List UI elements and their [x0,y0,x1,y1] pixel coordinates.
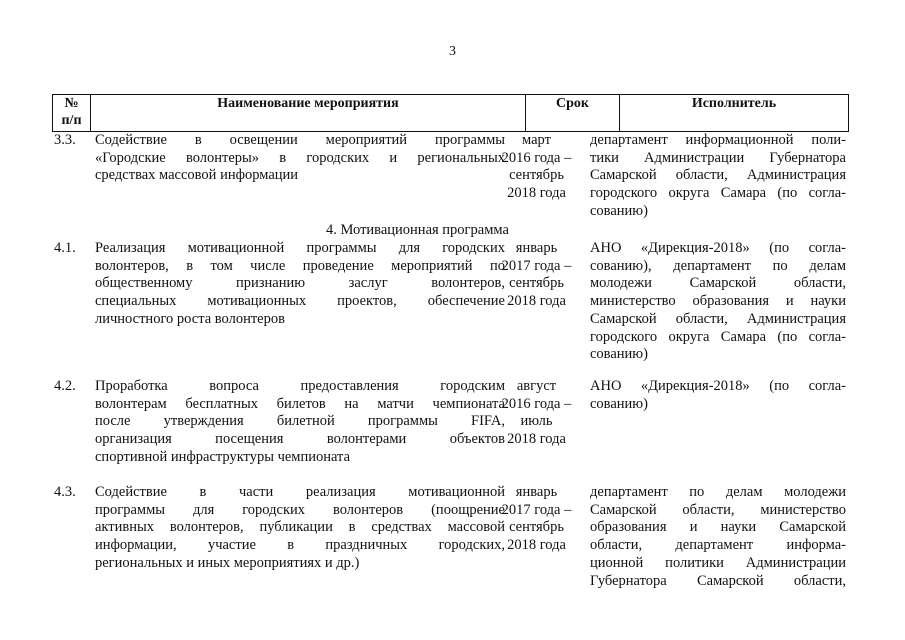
row-number: 3.3. [54,132,76,148]
page-number: 3 [449,44,456,59]
header-executor: Исполнитель [620,95,849,132]
section-title: 4. Мотивационная программа [326,222,509,238]
row-name: Содействие в освещении мероприятий программы «Городские волонтеры» в городских и региональных средствах массовой информации [95,132,505,184]
header-name: Наименование мероприятия [91,95,526,132]
row-number: 4.3. [54,484,76,500]
header-number-line: № [64,96,79,111]
row-term: январь 2017 года – сентябрь 2018 года [501,240,572,310]
row-executor: АНО «Дирекция-2018» (по согла- сованию), департамент по делам молодежи Самарской области, министерство образования и науки Самарской области, Администрация городского округа Самара (по согла- сованию) [590,240,846,363]
row-name: Содействие в части реализация мотивационной программы для городских волонтеров (поощрение активных волонтеров, публикации в средствах массовой информации, участие в праздничных городских, региональных и иных мероприятиях и др.) [95,484,505,571]
header-number [53,95,91,132]
header-term: Срок [526,95,620,132]
table-header [52,94,849,132]
row-term: январь 2017 года – сентябрь 2018 года [501,484,572,554]
row-term: август 2016 года – июль 2018 года [501,378,572,448]
row-executor: департамент информационной поли- тики Администрации Губернатора Самарской области, Администрация городского округа Самара (по согла- сованию) [590,132,846,219]
row-number: 4.1. [54,240,76,256]
header-number-line: п/п [61,113,82,128]
row-name: Реализация мотивационной программы для городских волонтеров, в том числе проведение мероприятий по общественному признанию заслуг волонтеров, специальных мотивационных проектов, обеспечение личностного роста волонтеров [95,240,505,327]
row-name: Проработка вопроса предоставления городским волонтерам бесплатных билетов на матчи чемпионата после утверждения билетной программы FIFA, организация посещения волонтерами объектов спортивной инфраструктуры чемпионата [95,378,505,465]
row-executor: АНО «Дирекция-2018» (по согла- сованию) [590,378,846,412]
row-term: март 2016 года – сентябрь 2018 года [501,132,572,202]
row-executor: департамент по делам молодежи Самарской области, министерство образования и науки Самарской области, департамент информа- ционной политики Администрации Губернатора Самарской области, [590,484,846,589]
row-number: 4.2. [54,378,76,394]
